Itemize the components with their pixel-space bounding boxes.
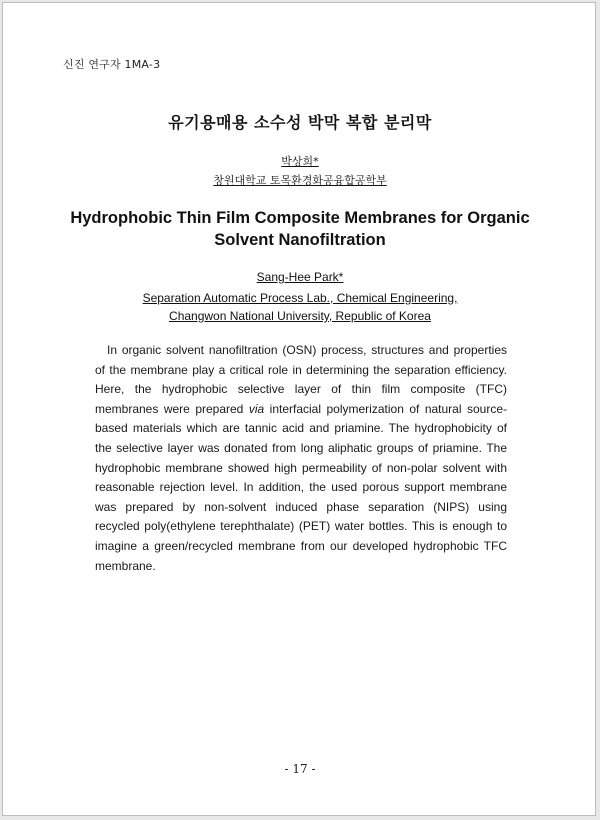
abstract-paragraph xyxy=(95,341,507,576)
korean-author: 박상희* xyxy=(281,155,319,168)
english-author: Sang-Hee Park* xyxy=(256,270,344,284)
english-affiliation-line1: Separation Automatic Process Lab., Chemical Engineering, xyxy=(142,291,458,305)
korean-title: 유기용매용 소수성 박막 복합 분리막 xyxy=(168,113,432,132)
abstract-text-part1: In organic solvent nanofiltration (OSN) process, structures and properties of the membrane play a critical role in determining the separation efficiency. Here, the hydrophobic selective layer of thin film composite (TFC) membranes were prepared xyxy=(95,343,507,416)
english-affiliation-line2: Changwon National University, Republic of Korea xyxy=(169,309,431,323)
abstract-italic-via: via xyxy=(248,401,265,416)
english-title-line1: Hydrophobic Thin Film Composite Membranes for Organic xyxy=(70,209,530,227)
session-code: 신진 연구자 1MA-3 xyxy=(63,58,161,71)
english-title-line2: Solvent Nanofiltration xyxy=(214,231,386,249)
page-number: - 17 - xyxy=(284,762,316,776)
korean-affiliation: 창원대학교 토목환경화공융합공학부 xyxy=(213,174,387,187)
document-page xyxy=(2,2,596,816)
english-affiliation xyxy=(3,289,597,325)
english-title xyxy=(63,207,537,251)
abstract-text-part2: interfacial polymerization of natural source-based materials which are tannic acid and priamine. The hydrophobicity of the selective layer was donated from long aliphatic groups of priamine. The hydrophobic membrane showed high permeability of non-polar solvent with reasonable rejection level. In addition, the used porous support membrane was prepared by non-solvent induced phase separation (NIPS) using recycled poly(ethylene terephthalate) (PET) water bottles. This is enough to imagine a green/recycled membrane from our developed hydrophobic TFC membrane. xyxy=(95,401,508,573)
